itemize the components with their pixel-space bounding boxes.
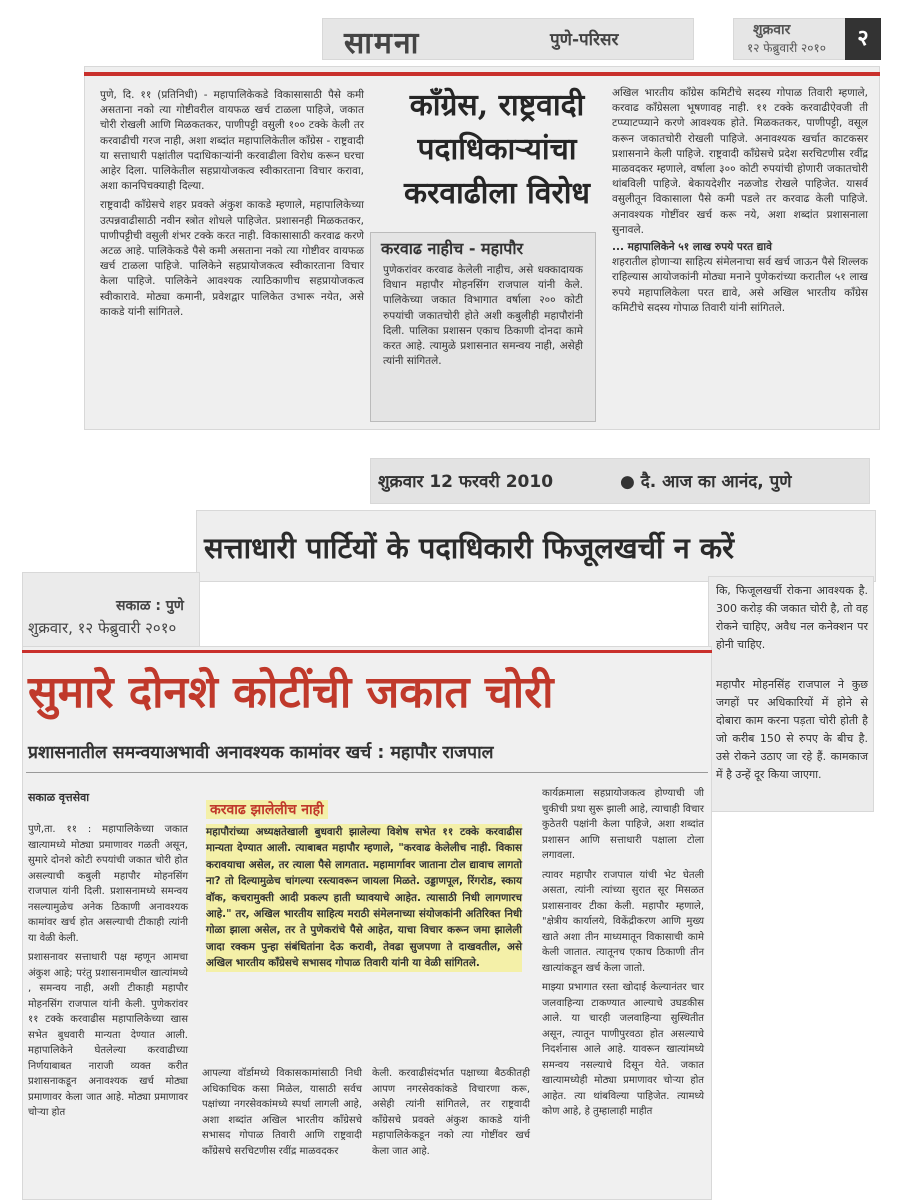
sakal-date: शुक्रवार, १२ फेब्रुवारी २०१० [28,619,177,637]
sakal-col-4-text: कार्यक्रमाला सहप्रायोजकत्व होण्याची जी चुकीची प्रथा सुरू झाली आहे, त्याचाही विचार कुठेतरी पक्षांनी केला पाहिजे, अशा शब्दांत प्रशासन आणि सत्ताधारी पक्षाला टोला लगावला. [542,788,704,861]
article-col-3b-text: शहरातील होणाऱ्या साहित्य संमेलनाचा सर्व खर्च जाऊन पैसे शिल्लक राहिल्यास आयोजकांनी मोठ्या मनाने पुणेकरांच्या करातील ५१ लाख रुपये महापालिकेला परत द्यावे, असे अखिल भारतीय काँग्रेस कमिटीचे सदस्य गोपाळ तिवारी यांनी सांगितले. [612,256,868,314]
aaj-dateline-strip [370,458,870,504]
sakal-box-text: महापौरांच्या अध्यक्षतेखाली बुधवारी झालेल्या विशेष सभेत ११ टक्के करवाढीस मान्यता देण्यात आली. त्याबाबत महापौर म्हणाले, "करवाढ केलेलीच नाही. विकास करावयाचा असेल, तर त्याला पैसे लागतात. महामार्गावर जाताना टोल द्यावाच लागतो ना? तो दिल्यामुळेच चांगल्या रस्त्यावरून जायला मिळते. उड्डाणपूल, रिंगरोड, स्काय वॉक, कचरामुक्ती आदी प्रकल्प हाती घ्यावयाचे आहेत. त्यासाठी निधी लागणारच आहे." तर, अखिल भारतीय साहित्य मराठी संमेलनाच्या संयोजकांनी अतिरिक्त निधी गोळा झाला असेल, तर ते पुणेकरांचे पैसे आहेत, याचा विचार करून जमा झालेली जादा रक्कम पुन्हा संबंधितांना देऊ करावी, तेवढा सुजपणा ते दाखवतील, असे अखिल भारतीय काँग्रेसचे सभासद गोपाळ तिवारी यांनी या वेळी सांगितले. [206,824,522,972]
date-label: १२ फेब्रुवारी २०१० [747,41,826,55]
article-col-1b-text: राष्ट्रवादी काँग्रेसचे शहर प्रवक्ते अंकुश काकडे म्हणाले, महापालिकेच्या उत्पन्नवाढीसाठी नवीन स्त्रोत शोधले पाहिजेत. प्रशासनही मिळकतकर, पाणीपट्टीची वसुली शंभर टक्के करत नाही. विकासासाठी करवाढ करणे अटळ आहे. पालिकेकडे पैसे कमी असताना नको त्या गोष्टीवर वायफळ खर्च टाळला पाहिजे. पालिकेने सहप्रायोजकत्व स्वीकारताना विचार केला पाहिजे. पालिकेने आवश्यक त्याठिकाणीच सहप्रायोजकत्व स्वीकारावे. मोठ्या कमानी, प्रवेशद्वार पालिकेत उभारू नयेत, असे काकडे यांनी सांगितले. [100,199,364,318]
aaj-article-body [708,576,874,812]
day-label: शुक्रवार [753,22,791,38]
masthead-title: सामना [344,26,421,60]
sakal-col-1-text: पुणे,ता. ११ : महापालिकेच्या जकात खात्यामध्ये मोठ्या प्रमाणावर गळती असून, सुमारे दोनशे कोटी रुपयांची जकात चोरी होत असल्याची कबुली महापौर मोहनसिंग राजपाल यांनी दिली. प्रशासनामध्ये समन्वय नसल्यामुळेच अनेक ठिकाणी अनावश्यक कामांवर खर्च होत असल्याची टीकाही त्यांनी या वेळी केली. [28,824,188,944]
sakal-paper: सकाळ : पुणे [116,598,184,614]
masthead-strip [322,18,694,60]
article-headline [374,84,620,216]
headline-line-3: करवाढीला विरोध [404,176,590,211]
date-strip [733,18,881,60]
aaj-source: ● दै. आज का आनंद, पुणे [620,472,792,492]
article-col-3-subhead: ... महापालिकेने ५१ लाख रुपये परत द्यावे [612,241,772,254]
aaj-headline: सत्ताधारी पार्टियों के पदाधिकारी फिजूलखर्ची न करें [204,531,734,565]
sakal-col-4 [542,786,704,1120]
mayor-box-title: करवाढ नाहीच - महापौर [381,239,524,258]
headline-line-1: काँग्रेस, राष्ट्रवादी [409,88,585,123]
sakal-col-1b-text: प्रशासनावर सत्ताधारी पक्ष म्हणून आमचा अंकुश आहे; परंतु प्रशासनामधील खात्यांमध्ये , समन्वय नाही, अशी टीकाही महापौर मोहनसिंग राजपाल यांनी केली. पुणेकरांवर ११ टक्के करवाढीस महापालिकेच्या खास सभेत बुधवारी मान्यता देण्यात आली. महापालिकेने घेतलेल्या करवाढीच्या निर्णयाबाबत नाराजी व्यक्त करीत प्रशासनाकडून अनावश्यक खर्च मोठ्या प्रमाणावर केला जात आहे. मोठ्या प्रमाणावर चोऱ्या होत [28,952,188,1118]
aaj-col-b-text: महापौर मोहनसिंह राजपाल ने कुछ जगहों पर अधिकारियों में होने से दोबारा काम करना पड़ता चोरी होती है जो करीब 150 से रुपए के बीच है. उसे रोकने उठाए जा रहे हैं. कामकाज में है उन्हें दूर किया जाएगा. [716,678,868,781]
sakal-byline: सकाळ वृत्तसेवा [28,791,90,804]
mayor-box-text: पुणेकरांवर करवाढ केलेली नाहीच, असे धक्कादायक विधान महापौर मोहनसिंग राजपाल यांनी केले. पालिकेच्या जकात विभागात वर्षाला २०० कोटी रुपयांची जकातचोरी होते अशी कबुलीही महापौरांनी दिली. पालिका प्रशासन एकाच ठिकाणी दोनदा कामे करत आहे. त्यामुळे प्रशासनात समन्वय नाही, असेही त्यांनी सांगितले. [383,264,583,368]
sakal-col-1 [28,822,188,1121]
aaj-dateline: शुक्रवार 12 फरवरी 2010 [378,472,554,492]
article-col-1 [100,88,364,320]
article-col-3-text: अखिल भारतीय काँग्रेस कमिटीचे सदस्य गोपाळ तिवारी म्हणाले, करवाढ काँग्रेसला भूषणावह नाही. ११ टक्के करवाढीऐवजी ती टप्प्याटप्प्याने करणे आवश्यक होते. मिळकतकर, पाणीपट्टी, वसूल करून जकातचोरी रोखली पाहिजे. अनावश्यक खर्चात काटकसर प्रशासनाने केली पाहिजे. राष्ट्रवादी काँग्रेसचे प्रदेश सरचिटणीस रवींद्र माळवदकर म्हणाले, वर्षाला ३०० कोटी रुपयांची होणारी जकातचोरी थांबविली पाहिजे. बेकायदेशीर नळजोड रोखले पाहिजेत. यासर्व वसुलीतून विकासाला पैसे कमी पडले तर करवाढ केली पाहिजे. अनावश्यक गोष्टींवर खर्च करू नये, अशा शब्दांत प्रशासनाला सुनावले. [612,87,868,236]
sakal-headline: सुमारे दोनशे कोटींची जकात चोरी [28,667,554,718]
mayor-box [370,232,596,422]
aaj-col-text: कि, फिजूलखर्ची रोकना आवश्यक है. 300 करोड़ की जकात चोरी है, तो वह रोकने चाहिए, अवैध नल कनेक्शन पर होनी चाहिए. [716,584,868,651]
sakal-article [22,646,712,1200]
sakal-date-strip [22,572,200,648]
page-number: २ [845,18,881,60]
sakal-col-4c-text: माझ्या प्रभागात रस्ता खोदाई केल्यानंतर चार जलवाहिन्या टाकण्यात आल्याचे उघडकीस आले. या चारही जलवाहिन्या सुस्थितीत असून, त्यातून पाणीपुरवठा होत असल्याचे निदर्शनास आले आहे. यावरून खात्यांमध्ये समन्वय नसल्याचे दिसून येते. जकात खात्यामध्येही मोठ्या प्रमाणावर चोऱ्या होत आहेत. त्या थांबविल्या पाहिजेत. त्यामध्ये कोण आहे, हे तुम्हालाही माहीत [542,982,704,1117]
sakal-col-3top: केली. करवाढीसंदर्भात पक्षाच्या बैठकीतही आपण नगरसेवकांकडे विचारणा करू, असेही त्यांनी सांगितले, तर राष्ट्रवादी काँग्रेसचे प्रवक्ते अंकुश काकडे यांनी महापालिकेकडून नको त्या गोष्टींवर खर्च केला जात आहे. [372,1068,530,1157]
headline-line-2: पदाधिकाऱ्यांचा [417,132,577,167]
aaj-headline-strip [196,510,876,582]
sakal-col-4b-text: त्यावर महापौर राजपाल यांची भेट घेतली असता, त्यांनी त्यांच्या सुरात सूर मिसळत प्रशासनावर टीका केली. महापौर म्हणाले, "क्षेत्रीय कार्यालये, विकेंद्रीकरण आणि मुख्य खाते अशा तीन माध्यमातून विकासाची कामे केली जातात. त्यातूनच एकाच ठिकाणी तीन खात्यांकडून खर्च केला जातो. [542,869,704,974]
article-col-1-text: पुणे, दि. ११ (प्रतिनिधी) - महापालिकेकडे विकासासाठी पैसे कमी असताना नको त्या गोष्टीवरील वायफळ खर्च टाळला पाहिजे, जकात चोरी रोखली आणि मिळकतकर, पाणीपट्टी वसुली १०० टक्के केली तर करवाढीची गरज नाही, अशा शब्दांत महापालिकेतील काँग्रेस - राष्ट्रवादी या सत्ताधारी पक्षांतील पदाधिकाऱ्यांनी करवाढीला विरोध करून घरचा आहेर दिला. पालिकेतील सहप्रायोजकत्व स्वीकारताना विचार करावा, अशा कानपिचक्याही दिल्या. [100,89,364,193]
sakal-subhead: प्रशासनातील समन्वयाअभावी अनावश्यक कामांवर खर्च : महापौर राजपाल [28,743,494,763]
edition-label: पुणे-परिसर [550,30,619,50]
samana-article [84,66,880,430]
article-col-3 [612,86,868,316]
sakal-col-2b: आपल्या वॉर्डामध्ये विकासकामांसाठी निधी अधिकाधिक कसा मिळेल, यासाठी सर्वच पक्षांच्या नगरसेवकांमध्ये स्पर्धा लागली आहे, अशा शब्दांत अखिल भारतीय काँग्रेसचे सभासद गोपाळ तिवारी आणि राष्ट्रवादी काँग्रेसचे सरचिटणीस रवींद्र माळवदकर [202,1068,362,1157]
sakal-box-title: करवाढ झालेलीच नाही [206,800,328,819]
sakal-mayor-box [202,786,532,1036]
